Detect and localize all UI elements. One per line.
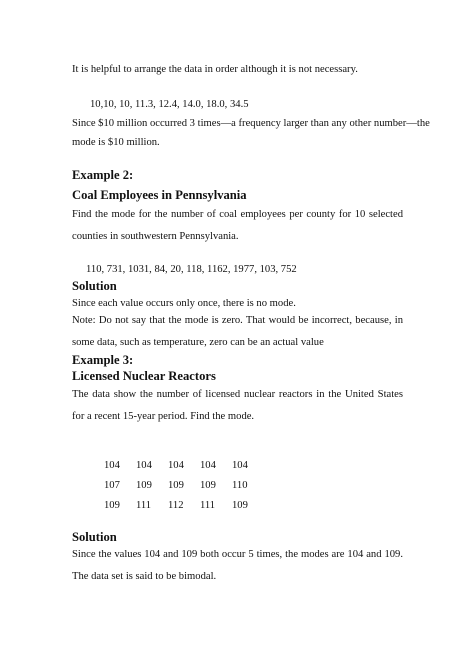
table-cell: 104 [136,460,152,471]
table-cell: 112 [168,500,184,511]
example2-data: 110, 731, 1031, 84, 20, 118, 1162, 1977, 103, 752 [86,264,297,275]
table-cell: 104 [104,460,120,471]
table-cell: 111 [200,500,216,511]
table-cell: 109 [200,480,216,491]
intro-text: It is helpful to arrange the data in order although it is not necessary. [72,64,358,75]
table-row [104,499,264,519]
example3-title: Licensed Nuclear Reactors [72,369,216,383]
mode-explanation-line1: Since $10 million occurred 3 times—a frequency larger than any other number—the [72,118,430,129]
solution3-text: Since the values 104 and 109 both occur 5 times, the modes are 104 and 109. The data set is said to be bimodal. [72,549,403,582]
table-cell: 109 [104,500,120,511]
example3-label: Example 3: [72,353,134,367]
table-cell: 111 [136,500,152,511]
solution3-label: Solution [72,530,117,544]
table-cell: 104 [168,460,184,471]
table-row [104,459,264,479]
table-cell: 110 [232,480,248,491]
example2-text: Find the mode for the number of coal employees per county for 10 selected counties in southwestern Pennsylvania. [72,209,403,242]
table-cell: 109 [136,480,152,491]
example2-title: Coal Employees in Pennsylvania [72,188,247,202]
sorted-data: 10,10, 10, 11.3, 12.4, 14.0, 18.0, 34.5 [90,99,249,110]
table-cell: 104 [200,460,216,471]
table-cell: 109 [168,480,184,491]
solution2-text: Since each value occurs only once, there is no mode. [72,298,296,309]
mode-explanation-line2: mode is $10 million. [72,137,160,148]
table-cell: 107 [104,480,120,491]
note-text: Note: Do not say that the mode is zero. That would be incorrect, because, in some data, such as temperature, zero can be an actual value [72,315,403,348]
reactor-table [104,459,264,519]
solution2-label: Solution [72,279,117,293]
table-cell: 109 [232,500,248,511]
example3-text: The data show the number of licensed nuclear reactors in the United States for a recent 15-year period. Find the mode. [72,389,403,422]
table-row [104,479,264,499]
table-cell: 104 [232,460,248,471]
example2-label: Example 2: [72,168,134,182]
